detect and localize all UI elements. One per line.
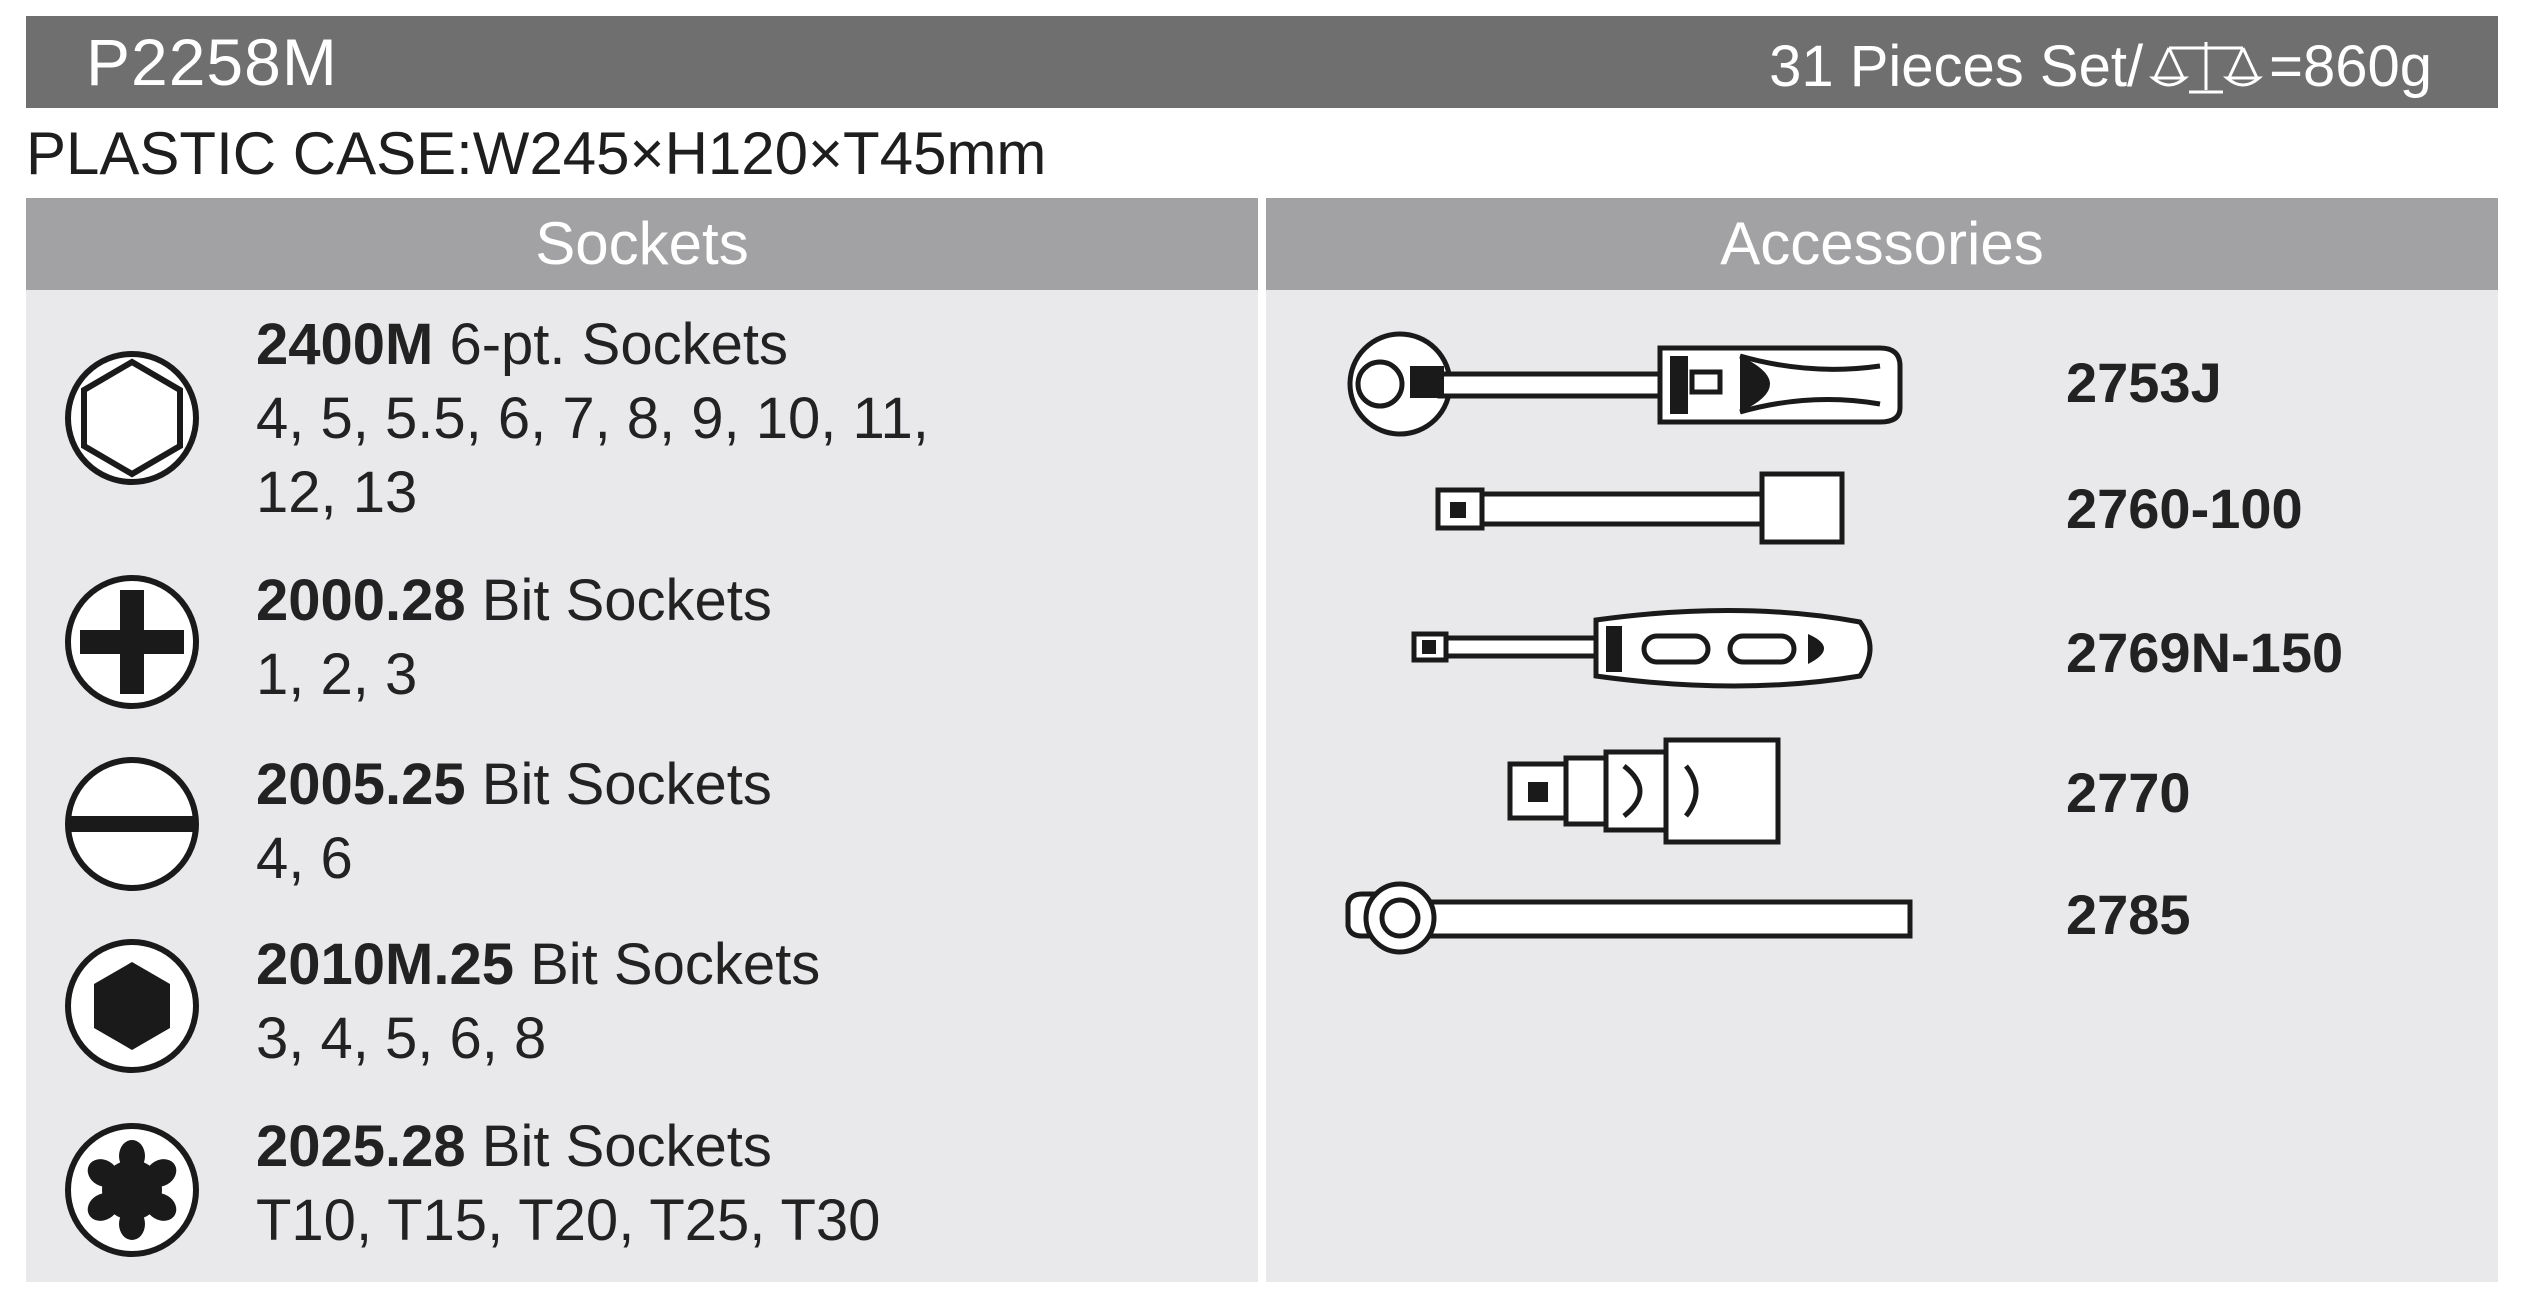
accessory-code: 2785 [2066, 883, 2191, 946]
sockets-panel-title: Sockets [26, 198, 1258, 290]
set-count: 31 Pieces Set/ [1769, 34, 2144, 99]
phillips-bit-icon [62, 572, 202, 712]
socket-item-text [256, 308, 929, 530]
socket-sizes: 3, 4, 5, 6, 8 [256, 1006, 547, 1071]
socket-title-line [256, 928, 820, 1002]
socket-code: 2005.25 [256, 752, 466, 817]
socket-code: 2010M.25 [256, 932, 514, 997]
slotted-bit-icon [62, 754, 202, 894]
accessory-row-2770 [1266, 736, 2498, 856]
socket-desc: Bit Sockets [465, 752, 772, 817]
accessories-panel-title: Accessories [1266, 198, 2498, 290]
socket-code: 2000.28 [256, 568, 466, 633]
model-number: P2258M [86, 25, 338, 99]
header-bar [26, 16, 2498, 108]
socket-code: 2025.28 [256, 1114, 466, 1179]
socket-item-text [256, 748, 772, 896]
set-weight: =860g [2269, 34, 2432, 99]
socket-sizes: 1, 2, 3 [256, 642, 418, 707]
socket-title-line [256, 1110, 880, 1184]
socket-sizes: T10, T15, T20, T25, T30 [256, 1188, 881, 1253]
socket-desc: Bit Sockets [465, 1114, 772, 1179]
hex-socket-icon [62, 348, 202, 488]
accessory-row-2753j [1266, 326, 2498, 446]
balance-scale-icon [2147, 36, 2265, 98]
socket-desc: Bit Sockets [465, 568, 772, 633]
accessory-row-2785 [1266, 874, 2498, 994]
socket-item-text [256, 564, 772, 712]
set-info [1769, 30, 2432, 104]
accessory-code: 2760-100 [2066, 477, 2303, 540]
spinner-handle-icon [1410, 604, 1890, 694]
socket-desc: 6-pt. Sockets [433, 312, 788, 377]
socket-code: 2400M [256, 312, 434, 377]
sockets-panel [26, 198, 1258, 1282]
universal-joint-icon [1506, 736, 1796, 846]
socket-sizes-cont: 12, 13 [256, 460, 418, 525]
accessories-panel [1266, 198, 2498, 1282]
case-dimensions: PLASTIC CASE:W245×H120×T45mm [26, 120, 1047, 187]
accessory-row-2760-100 [1266, 468, 2498, 588]
extension-bar-icon [1434, 468, 1854, 548]
socket-title-line [256, 308, 929, 382]
sliding-t-bar-icon [1340, 874, 1920, 964]
accessory-code: 2753J [2066, 351, 2222, 414]
socket-title-line [256, 748, 772, 822]
socket-sizes: 4, 5, 5.5, 6, 7, 8, 9, 10, 11, [256, 386, 929, 451]
torx-bit-icon [62, 1120, 202, 1260]
ratchet-handle-icon [1340, 326, 1920, 446]
socket-sizes: 4, 6 [256, 826, 353, 891]
socket-desc: Bit Sockets [513, 932, 821, 997]
socket-item-text [256, 928, 820, 1076]
socket-item-text [256, 1110, 880, 1258]
accessory-row-2769n-150 [1266, 604, 2498, 724]
hex-bit-icon [62, 936, 202, 1076]
accessory-code: 2770 [2066, 761, 2191, 824]
accessory-code: 2769N-150 [2066, 621, 2344, 684]
socket-title-line [256, 564, 772, 638]
